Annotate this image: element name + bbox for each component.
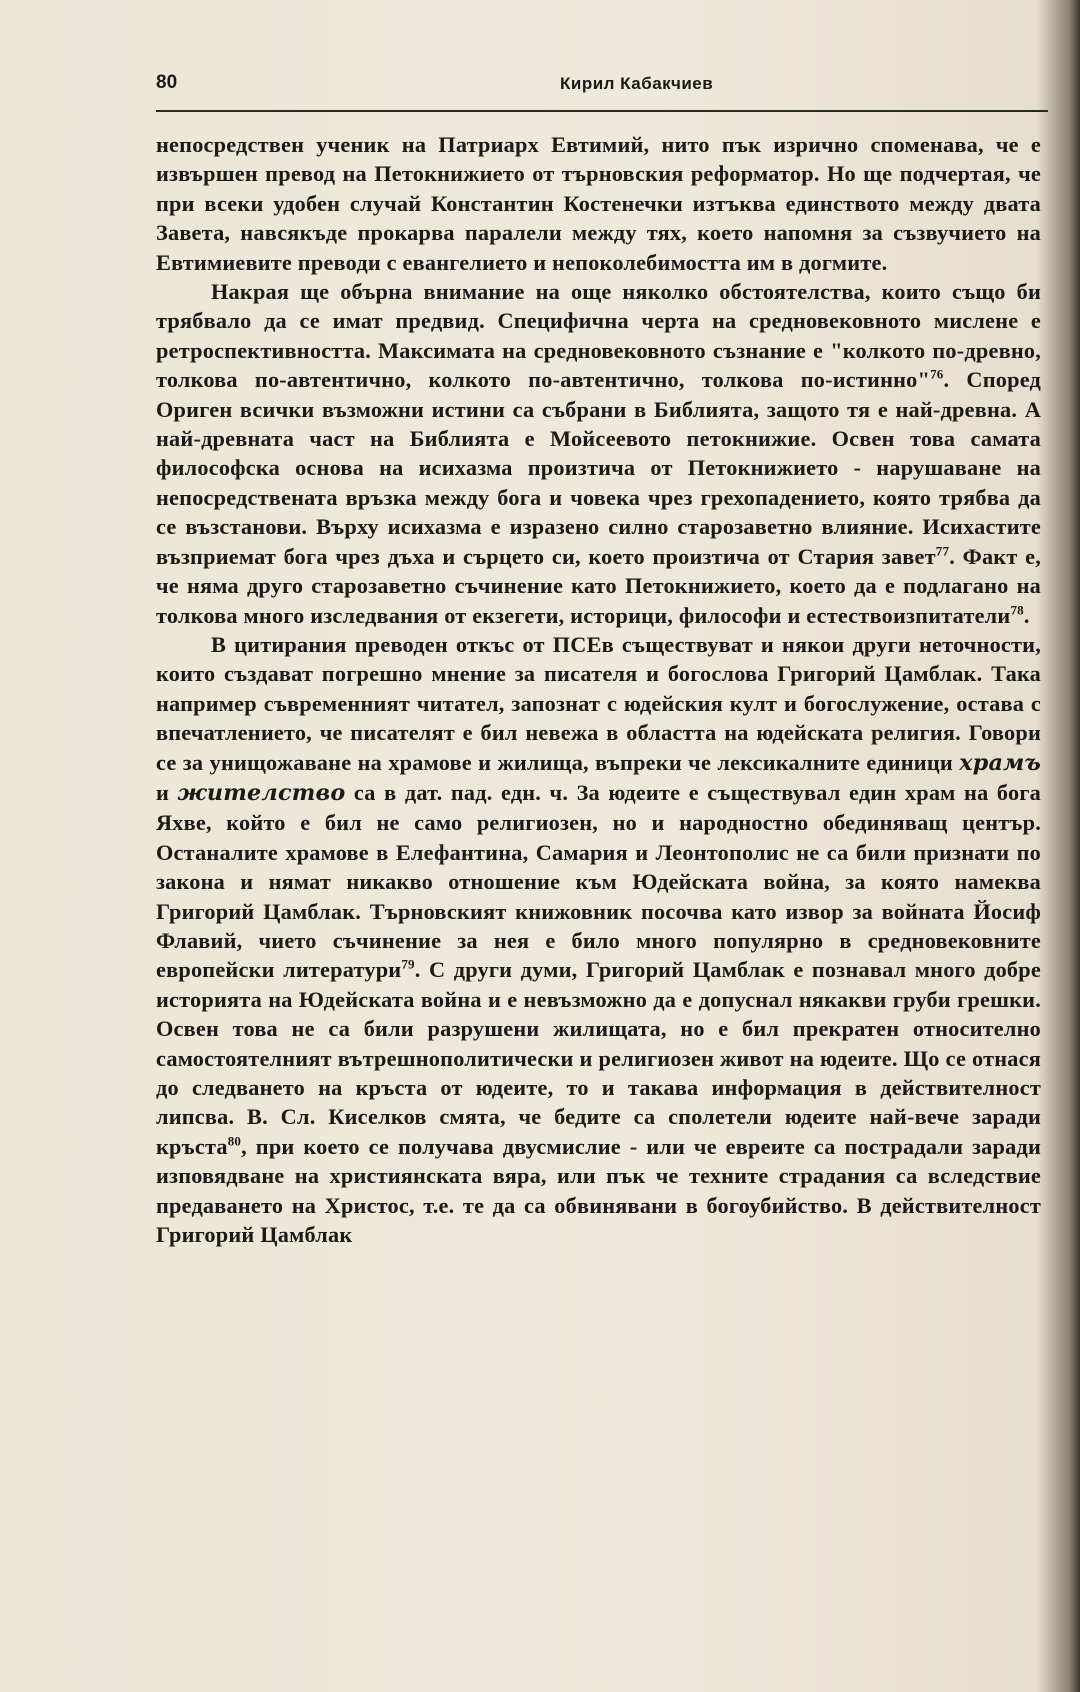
- paragraph: [156, 277, 1041, 630]
- paragraph: [156, 130, 1041, 277]
- running-head: Кирил Кабакчиев: [560, 74, 714, 93]
- text-run: . Факт е, че няма друго старозаветно съчинение като Петокнижието, което да е подлагано на толкова много изследвания от екзегети, историци, философи и естествоизпитатели: [156, 543, 1041, 628]
- text-run: Накрая ще обърна внимание на още няколко обстоятелства, които също би трябвало да се имат предвид. Специфична черта на средновековното мислене е ретроспективността. Максимата на средновековното съзнание е "колкото по-древно, толкова по-автентично, колкото по-автентично, толкова по-истинно": [156, 279, 1041, 393]
- paragraph: [156, 630, 1041, 1250]
- page-number: 80: [156, 72, 178, 93]
- text-run: . Според Ориген всички възможни истини са събрани в Библията, защото тя е най-древна. А най-древната част на Библията е Мойсеевото петокнижие. Освен това самата философска основа на исихазма произтича от Петокнижието - нарушаване на непосредствената връзка между бога и човека чрез грехопадението, която трябва да се възстанови. Върху исихазма е изразено силно старозаветно влияние. Исихастите възприемат бога чрез дъха и сърцето си, което произтича от Стария завет: [156, 367, 1041, 569]
- footnote-ref: 76: [930, 366, 944, 382]
- text-run: непосредствен ученик на Патриарх Евтимий, нито пък изрично споменава, че е извършен превод на Петокнижието от търновския реформатор. Но ще подчертая, че при всеки удобен случай Константин Костенечки изтъква единството между двата Завета, навсякъде прокарва паралели между тях, което напомня за съзвучието на Евтимиевите преводи с евангелието и непоколебимостта им в догмите.: [156, 132, 1041, 275]
- footnote-ref: 79: [401, 956, 415, 972]
- text-run: . С други думи, Григорий Цамблак е познавал много добре историята на Юдейската война и е невъзможно да е допуснал някакви груби грешки. Освен това не са били разрушени жилищата, но е бил прекратен относително самостоятелният вътрешнополитически и религиозен живот на юдеите. Що се отнася до следването на кръста от юдеите, то и такава информация в действителност липсва. В. Сл. Киселков смята, че бедите са сполетели юдеите най-вече заради кръста: [156, 957, 1041, 1159]
- text-run: .: [1023, 602, 1030, 628]
- footnote-ref: 80: [227, 1133, 242, 1149]
- old-slavonic-term: храмъ: [959, 749, 1041, 776]
- text-run: са в дат. пад. едн. ч. За юдеите е съществувал един храм на бога Яхве, който е бил не само религиозен, но и народностно обединяващ център. Останалите храмове в Елефантина, Самария и Леонтополис не са били признати по закона и нямат никакво отношение към Юдейската война, за която намеква Григорий Цамблак. Търновският книжовник посочва като извор за войната Йосиф Флавий, чието съчинение за нея е било много популярно в средновековните европейски литератури: [156, 779, 1041, 983]
- text-run: В цитирания преводен откъс от ПСЕв съществуват и някои други неточности, които създават погрешно мнение за писателя и богослова Григорий Цамблак. Така например съвременният читател, запознат с юдейския култ и богослужение, остава с впечатлението, че писателят е бил невежа в областта на юдейската религия. Говори се за унищожаване на храмове и жилища, въпреки че лексикалните единици: [156, 631, 1041, 775]
- page-header: [156, 72, 1046, 102]
- body-text: [156, 130, 1041, 1249]
- text-run: , при което се получава двусмислие - или че евреите са пострадали заради изповядване на християнската вяра, или пък че техните страдания са вследствие предаването на Христос, т.е. те да са обвинявани в богоубийство. В действителност Григорий Цамблак: [156, 1133, 1041, 1248]
- text-run: и: [156, 779, 178, 805]
- header-rule: [156, 110, 1048, 112]
- footnote-ref: 78: [1010, 602, 1024, 618]
- footnote-ref: 77: [935, 543, 950, 559]
- old-slavonic-term: жителство: [177, 779, 346, 806]
